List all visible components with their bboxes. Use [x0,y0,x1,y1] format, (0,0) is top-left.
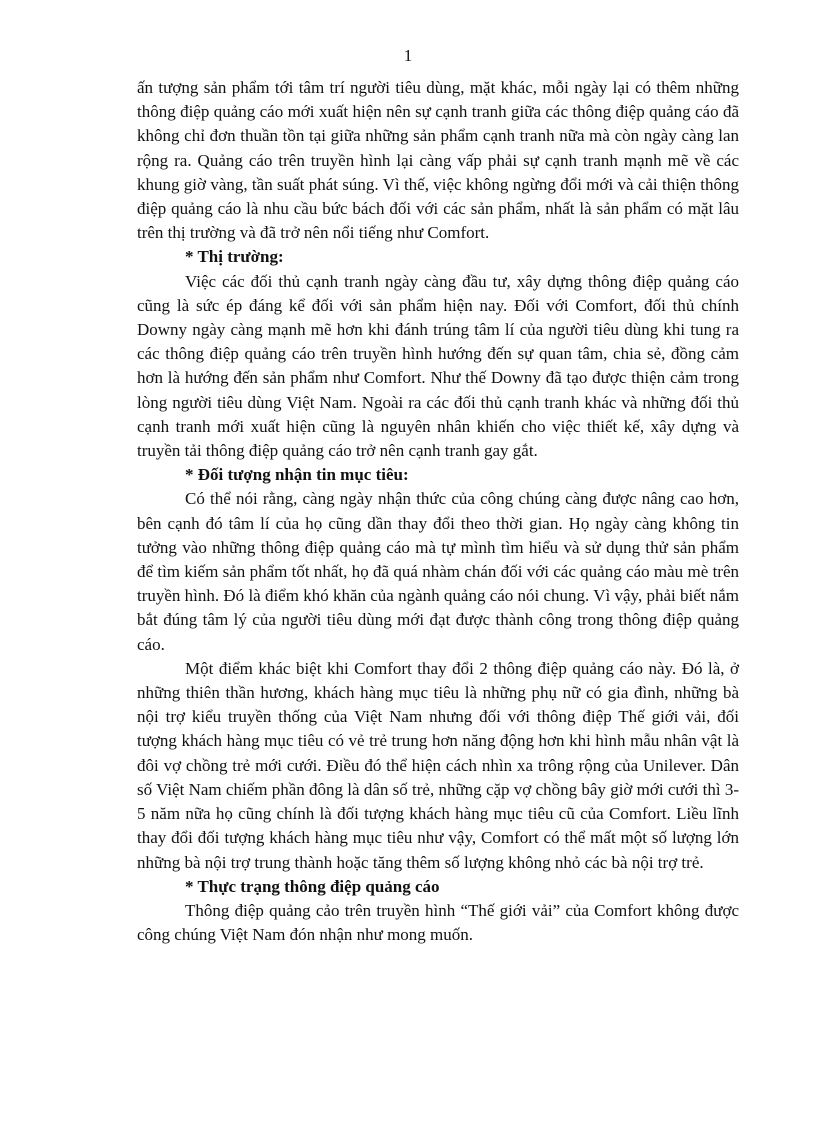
body-paragraph: Thông điệp quảng cảo trên truyền hình “Thế giới vải” của Comfort không được công chúng Việt Nam đón nhận như mong muốn. [137,900,739,945]
body-paragraph: Một điểm khác biệt khi Comfort thay đổi 2 thông điệp quảng cáo này. Đó là, ở những thiên thần hương, khách hàng mục tiêu là những phụ nữ có gia đình, những bà nội trợ kiểu truyền thống của Việt Nam nhưng đối với thông điệp Thế giới vải, đối tượng khách hàng mục tiêu có vẻ trẻ trung hơn năng động hơn khi hình mẫu nhân vật là đôi vợ chồng trẻ mới cưới. Điều đó thể hiện cách nhìn xa trông rộng của Unilever. Dân số Việt Nam chiếm phần đông là dân số trẻ, những cặp vợ chồng bây giờ mới cưới thì 3- 5 năm nữa họ cũng chính là đối tượng khách hàng mục tiêu cũ của Comfort. Liều lĩnh thay đổi đối tượng khách hàng mục tiêu như vậy, Comfort có thể mất một số lượng lớn những bà nội trợ trung thành hoặc tăng thêm số lượng không nhỏ các bà nội trợ trẻ. [137,658,739,872]
document-body [137,76,739,947]
body-paragraph: Việc các đối thủ cạnh tranh ngày càng đầu tư, xây dựng thông điệp quảng cáo cũng là sức ép đáng kể đối với sản phẩm hiện nay. Đối với Comfort, đối thủ chính Downy ngày càng mạnh mẽ hơn khi đánh trúng tâm lí của người tiêu dùng khi tung ra các thông điệp quảng cáo trên truyền hình hướng đến sự quan tâm, chia sẻ, đồng cảm hơn là hướng đến sản phẩm như Comfort. Như thế Downy đã tạo được thiện cảm trong lòng người tiêu dùng Việt Nam. Ngoài ra các đối thủ cạnh tranh khác và những đối thủ cạnh tranh mới xuất hiện cũng là nguyên nhân khiến cho việc thiết kế, xây dựng và truyền tải thông điệp quảng cáo trở nên cạnh tranh gay gắt. [137,271,739,461]
body-paragraph: Có thể nói rằng, càng ngày nhận thức của công chúng càng được nâng cao hơn, bên cạnh đó tâm lí của họ cũng dần thay đổi theo thời gian. Họ ngày càng không tin tưởng vào những thông điệp quảng cáo mà tự mình tìm hiểu và sử dụng thử sản phẩm để tìm kiếm sản phẩm tốt nhất, họ đã quá nhàm chán đối với các quảng cáo màu mè trên truyền hình. Đó là điểm khó khăn của ngành quảng cáo nói chung. Vì vậy, phải biết nắm bắt đúng tâm lý của người tiêu dùng mới đạt được thành công trong thông điệp quảng cáo. [137,489,739,654]
section-heading: * Đối tượng nhận tin mục tiêu: [185,465,409,485]
section-heading: * Thực trạng thông điệp quảng cáo [185,876,440,896]
body-paragraph: ấn tượng sản phẩm tới tâm trí người tiêu dùng, mặt khác, mỗi ngày lại có thêm những thông điệp quảng cáo mới xuất hiện nên sự cạnh tranh giữa các thông điệp quảng cáo đã không chỉ đơn thuần tồn tại giữa những sản phẩm cạnh tranh nữa mà còn ngày càng lan rộng ra. Quảng cáo trên truyền hình lại càng vấp phải sự cạnh tranh mạnh mẽ về các khung giờ vàng, tần suất phát súng. Vì thế, việc không ngừng đổi mới và cải thiện thông điệp quảng cáo là nhu cầu bức bách đối với các sản phẩm, nhất là sản phẩm có mặt lâu trên thị trường và đã trở nên nổi tiếng như Comfort. [137,78,739,243]
section-heading: * Thị trường: [185,247,284,267]
page-number: 1 [403,46,413,65]
